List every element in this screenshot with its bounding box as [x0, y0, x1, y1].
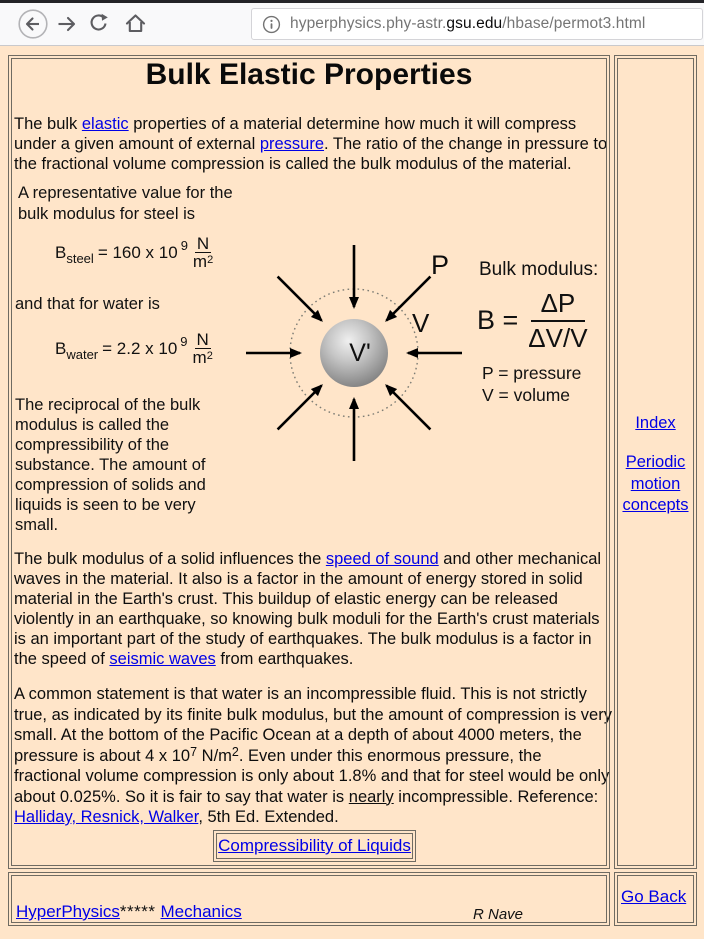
forward-button[interactable] — [56, 13, 78, 35]
formula-subscript: water — [66, 347, 99, 362]
water-statement-paragraph: A common statement is that water is an incompressible fluid. This is not strictly true, as indicated by its finite bulk modulus, but the amount of compression is very small. At the bottom of the Pacific Ocean at a depth of about 4000 meters, the pressure is about 4 x $10^7$ $N/m^2$. Even under this enormous pressure, the fractional volume compression is only about 1.8% and that for steel would be only about 0.025%. So it is fair to say that water is nearly incompressible. Reference: Halliday, Resnick, Walker, 5th Ed. Extended. — [14, 685, 612, 826]
sidebar-box — [614, 55, 697, 869]
intro-paragraph: The bulk elastic properties of a material determine how much it will compress under a given amount of external pressure. The ratio of the change in pressure to the fractional volume compression is called the bulk modulus of the material. — [14, 115, 608, 173]
page-title: Bulk Elastic Properties — [145, 58, 473, 91]
volume-definition: V = volume — [482, 385, 571, 405]
units-denominator: $m^2$ — [192, 252, 214, 271]
home-button[interactable] — [124, 12, 147, 35]
formula-value: = 160 x 10 — [97, 242, 178, 262]
hyperphysics-link[interactable]: HyperPhysics — [16, 902, 120, 921]
water-formula — [55, 332, 213, 365]
url-text — [290, 15, 645, 33]
formula-lhs: B = — [477, 305, 519, 335]
inline-text-link[interactable]: seismic waves — [109, 650, 216, 668]
vprime-label: V' — [349, 339, 371, 367]
reload-circular-arrow-icon — [88, 13, 109, 34]
units-numerator: N — [196, 234, 210, 253]
inline-text-link[interactable]: speed of sound — [325, 550, 439, 568]
url-path: /hbase/permot3.html — [502, 15, 646, 32]
solid-paragraph: The bulk modulus of a solid influences the speed of sound and other mechanical waves in the material. It also is a factor in the amount of energy stored in solid material in the Earth's crust. This buildup of elastic energy can be released violently in an earthquake, so knowing bulk moduli for the Earth's crust materials is an important part of the study of earthquakes. The bulk modulus is a factor in the speed of seismic waves from earthquakes. — [14, 550, 602, 668]
formula-exponent: 9 — [180, 238, 188, 253]
go-back-link[interactable]: Go Back — [621, 887, 687, 906]
footer-stars: ***** — [119, 902, 156, 921]
volume-label: V — [412, 308, 430, 338]
fraction-numerator: ΔP — [531, 290, 586, 322]
formula-base: B — [55, 338, 67, 358]
back-button[interactable] — [18, 9, 48, 39]
units-fraction — [193, 236, 213, 269]
forward-arrow-icon — [56, 13, 78, 35]
bulk-modulus-label: Bulk modulus: — [479, 259, 599, 280]
formula-fraction — [528, 290, 587, 351]
bulk-modulus-formula — [477, 290, 588, 351]
periodic-motion-concepts-link[interactable]: Periodic motion concepts — [622, 453, 689, 514]
window-top-strip — [0, 0, 704, 3]
units-fraction — [193, 332, 213, 365]
steel-intro-text: A representative value for the bulk modulus for steel is — [18, 184, 233, 223]
compressibility-button[interactable] — [213, 830, 416, 862]
sidebar-concepts-item — [615, 452, 696, 517]
symbol-definitions — [482, 362, 581, 406]
formula-exponent: 9 — [180, 334, 188, 349]
author-credit: R Nave — [473, 906, 524, 923]
footer-box — [8, 872, 610, 926]
water-intro-text: and that for water is — [15, 295, 160, 313]
go-back-box — [614, 872, 697, 926]
footer-nav — [16, 902, 242, 922]
inline-text-link[interactable]: Halliday, Resnick, Walker — [14, 808, 199, 826]
browser-toolbar — [0, 0, 704, 46]
compressibility-link[interactable]: Compressibility of Liquids — [218, 836, 411, 855]
main-content-box — [8, 55, 610, 869]
url-prefix: hyperphysics.phy-astr. — [290, 15, 447, 32]
info-icon[interactable] — [262, 15, 281, 34]
reciprocal-paragraph: The reciprocal of the bulk modulus is called the compressibility of the substance. The amount of compression of solids and liquids is seen to be very small. — [15, 396, 206, 534]
inline-text-link[interactable]: elastic — [81, 115, 129, 133]
mechanics-link[interactable]: Mechanics — [160, 902, 242, 921]
reload-button[interactable] — [88, 13, 109, 34]
house-icon — [124, 12, 147, 35]
units-denominator: $m^2$ — [192, 348, 213, 367]
formula-base: B — [55, 242, 67, 262]
formula-subscript: steel — [66, 251, 94, 266]
sidebar-index-item — [615, 414, 696, 433]
formula-value: = 2.2 x 10 — [102, 338, 178, 358]
fraction-denominator: ΔV/V — [528, 323, 588, 353]
compression-diagram — [239, 238, 469, 468]
steel-formula — [55, 236, 213, 269]
index-link[interactable]: Index — [635, 414, 676, 432]
inline-text-link[interactable]: pressure — [259, 134, 325, 153]
back-arrow-circle-icon — [18, 9, 48, 39]
pressure-label: P — [431, 250, 450, 280]
url-bar[interactable] — [251, 8, 703, 40]
pressure-definition: P = pressure — [482, 363, 582, 383]
units-numerator: N — [196, 330, 209, 349]
url-domain: gsu.edu — [446, 15, 503, 32]
